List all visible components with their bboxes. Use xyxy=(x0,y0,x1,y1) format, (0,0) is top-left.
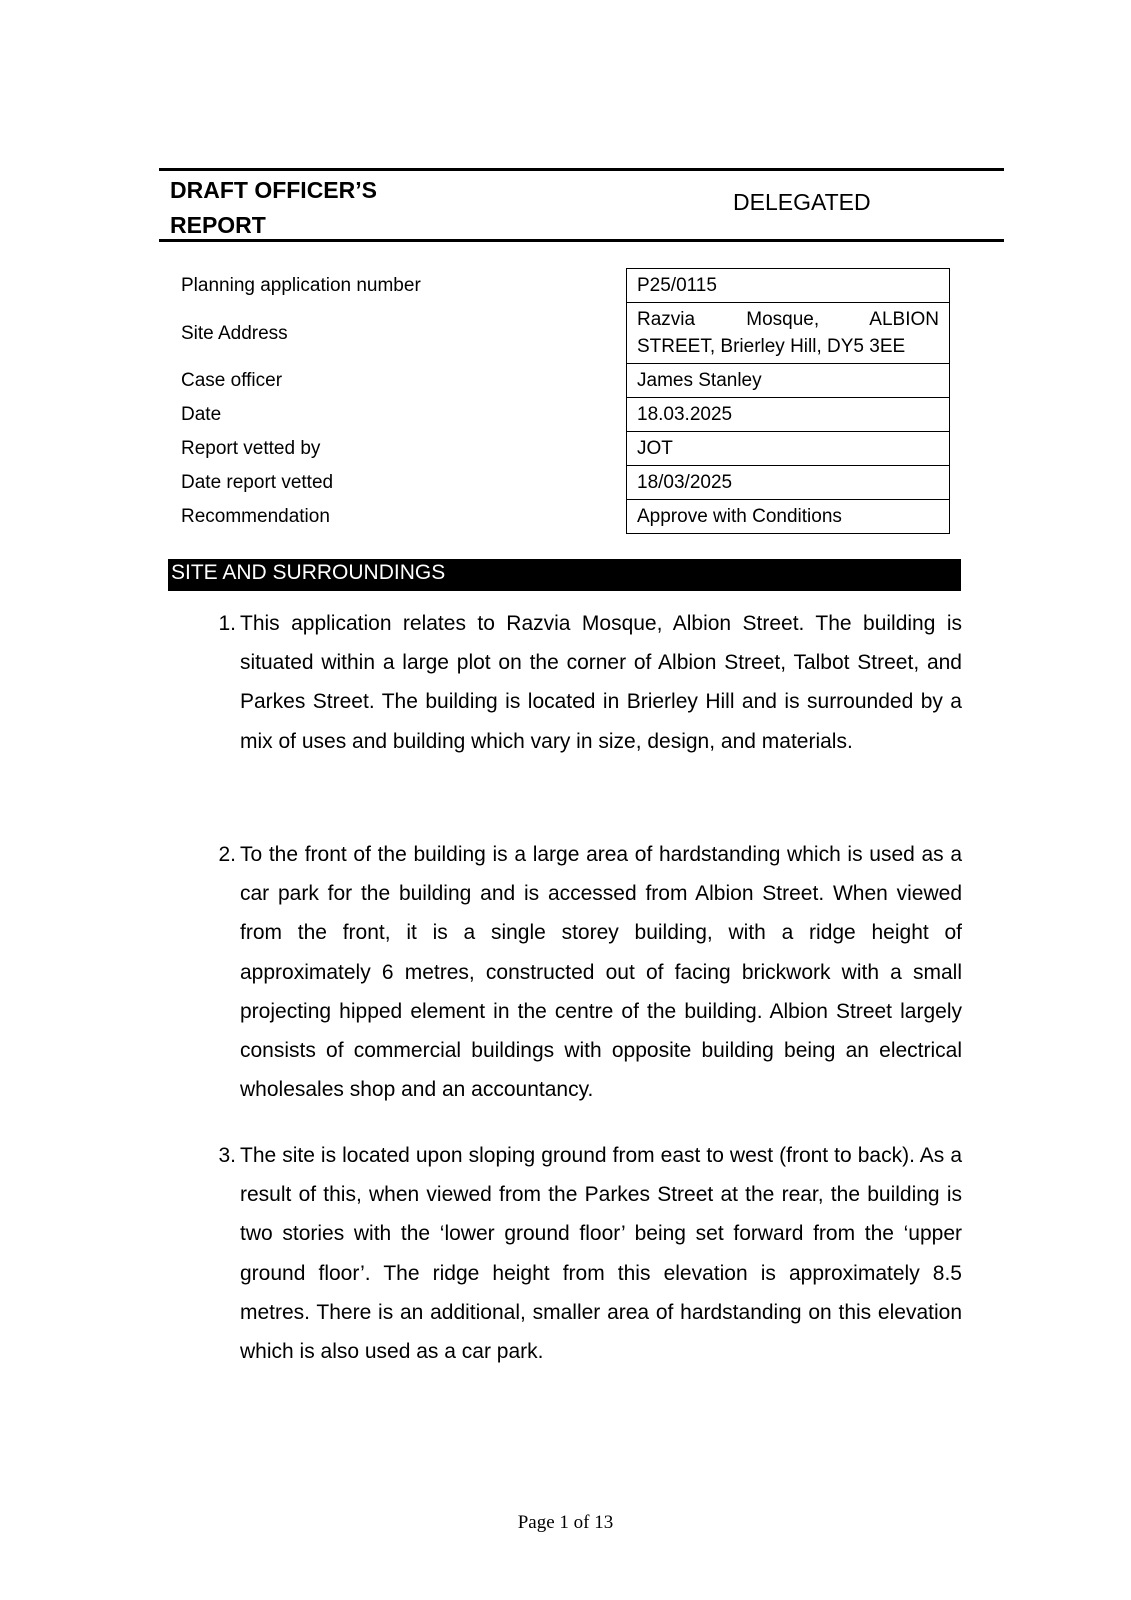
page-number: Page 1 of 13 xyxy=(517,1512,614,1533)
info-value: Approve with Conditions xyxy=(626,500,950,534)
info-value: P25/0115 xyxy=(626,268,950,303)
info-value: 18.03.2025 xyxy=(626,398,950,432)
info-row xyxy=(170,268,950,303)
info-label: Case officer xyxy=(181,370,283,391)
section-heading: SITE AND SURROUNDINGS xyxy=(168,559,961,591)
paragraph-number: 1. xyxy=(218,612,236,635)
info-label: Date xyxy=(181,404,222,425)
site-address-line-1: Razvia Mosque, ALBION xyxy=(637,309,939,330)
info-value: 18/03/2025 xyxy=(626,466,950,500)
paragraph-number: 2. xyxy=(218,843,236,866)
info-row xyxy=(170,432,950,466)
info-label: Recommendation xyxy=(181,506,330,527)
info-label: Report vetted by xyxy=(181,438,321,459)
application-info-table xyxy=(170,268,950,534)
info-row xyxy=(170,364,950,398)
paragraph-text: The site is located upon sloping ground from east to west (front to back). As a result of this, when viewed from the Parkes Street at the rear, the building is two stories with the ‘lower ground floor’ being set forward from the ‘upper ground floor’. The ridge height from this elevation is approximately 8.5 metres. There is an additional, smaller area of hardstanding on this elevation which is also used as a car park. xyxy=(240,1144,962,1364)
info-row xyxy=(170,303,950,364)
report-status: DELEGATED xyxy=(733,189,871,215)
info-label: Site Address xyxy=(181,322,288,344)
site-address-line-2: STREET, Brierley Hill, DY5 3EE xyxy=(637,336,906,357)
info-row xyxy=(170,500,950,534)
info-value: JOT xyxy=(626,432,950,466)
info-value: James Stanley xyxy=(626,364,950,398)
report-header xyxy=(159,168,1004,242)
info-label: Planning application number xyxy=(181,274,421,296)
report-title: DRAFT OFFICER’S REPORT xyxy=(170,177,377,238)
info-row xyxy=(170,398,950,432)
paragraph-text: To the front of the building is a large area of hardstanding which is used as a car park for the building and is accessed from Albion Street. When viewed from the front, it is a single storey building, with a ridge height of approximately 6 metres, constructed out of facing brickwork with a small projecting hipped element in the centre of the building. Albion Street largely consists of commercial buildings with opposite building being an electrical wholesales shop and an accountancy. xyxy=(240,843,962,1102)
paragraph-text: This application relates to Razvia Mosque, Albion Street. The building is situated within a large plot on the corner of Albion Street, Talbot Street, and Parkes Street. The building is located in Brierley Hill and is surrounded by a mix of uses and building which vary in size, design, and materials. xyxy=(240,612,962,753)
paragraph-number: 3. xyxy=(218,1144,236,1167)
info-value-site-address xyxy=(626,303,950,364)
info-row xyxy=(170,466,950,500)
info-label: Date report vetted xyxy=(181,472,334,493)
